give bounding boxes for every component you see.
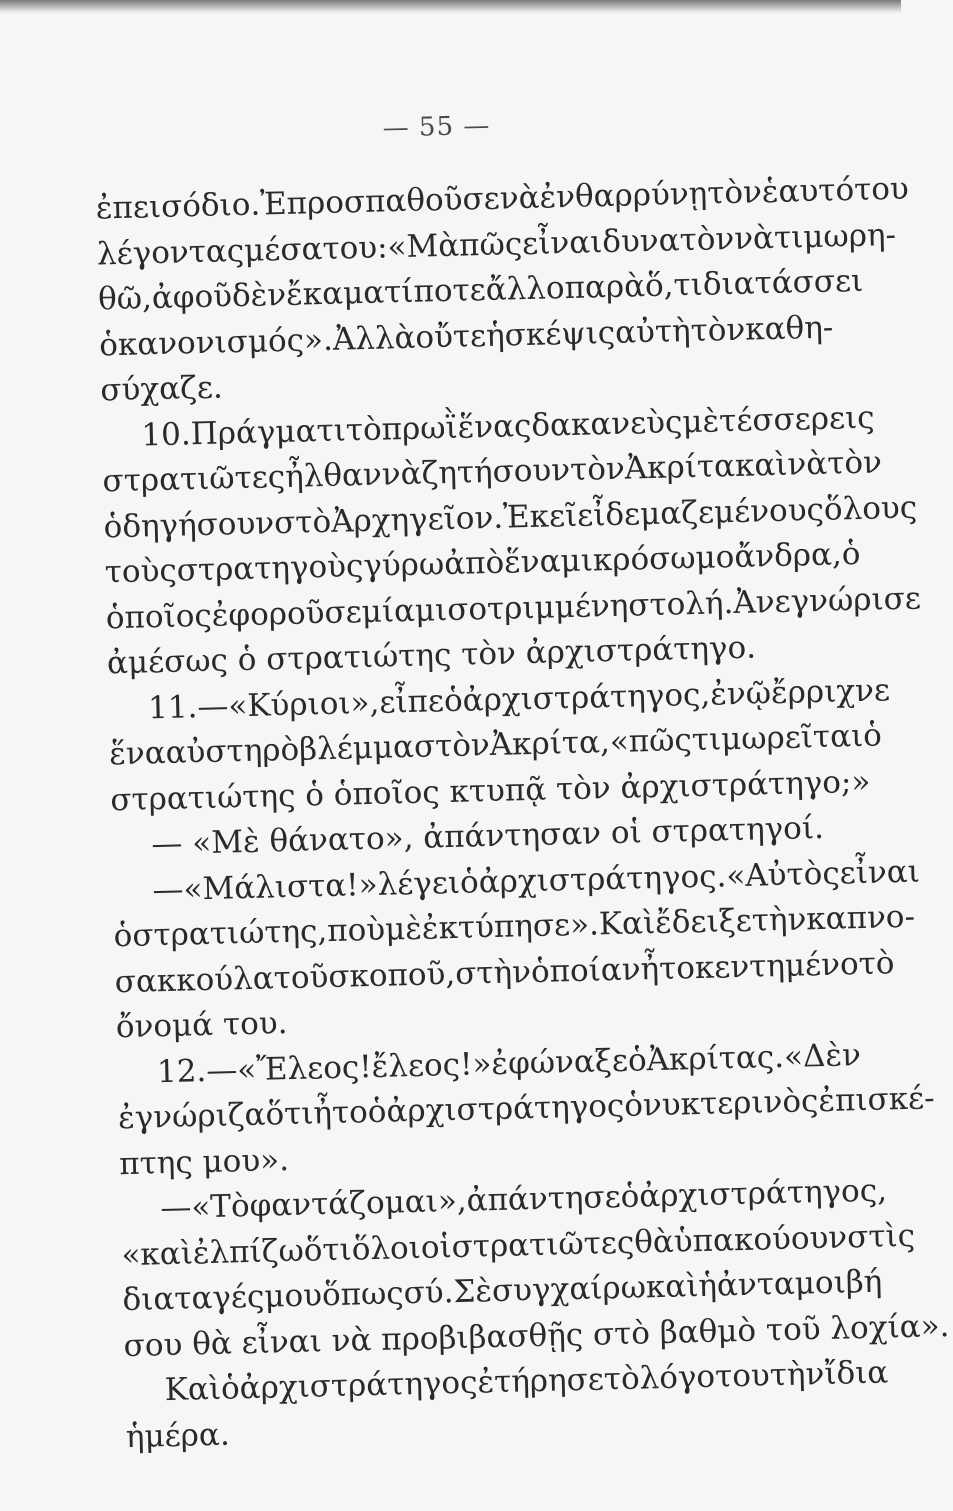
text-line: «καὶ ἐλπίζω ὅτι ὅλοι οἱ στρατιῶτες θὰ ὑπακούουν στὶς bbox=[121, 1217, 916, 1273]
text-line: τοὺς στρατηγοὺς γύρω ἀπὸ ἕνα μικρόσωμο ἄνδρα, ὁ bbox=[104, 535, 861, 591]
text-line: 12. —«Ἔλεος! ἔλεος!» ἐφώναξε ὁ Ἀκρίτας. «Δὲν bbox=[156, 1036, 862, 1090]
text-line: ἐπεισόδιο. Ἐπροσπαθοῦσε νὰ ἐνθαρρύνῃ τὸν ἑαυτό του bbox=[95, 170, 910, 227]
text-line: ἡμέρα. bbox=[125, 1416, 231, 1455]
text-line: ὁ στρατιώτης, ποὺ μὲ ἐκτύπησε». Καὶ ἔδειξε τὴν καπνο- bbox=[113, 898, 916, 955]
text-line: ὁ κανονισμός». Ἀλλὰ οὔτε ἡ σκέψις αὐτὴ τὸν καθη- bbox=[98, 309, 834, 363]
text-line: λέγοντας μέσα του: «Μὰ πῶς εἶναι δυνατὸν νὰ τιμωρη- bbox=[96, 216, 897, 272]
text-line: στρατιῶτες ἦλθαν νὰ ζητήσουν τὸν Ἀκρίτα καὶ νὰ τὸν bbox=[102, 444, 883, 500]
text-line: στρατιώτης ὁ ὁποῖος κτυπᾷ τὸν ἀρχιστράτηγο;» bbox=[109, 763, 871, 818]
text-line: — «Μάλιστα!» λέγει ὁ ἀρχιστράτηγος. «Αὐτὸς εἶναι bbox=[152, 853, 921, 908]
text-line: θῶ, ἀφοῦ δὲν ἔκαμα τίποτε ἄλλο παρὰ ὅ,τι διατάσσει bbox=[97, 262, 864, 318]
text-line: 10. Πράγματι τὸ πρωῒ ἕνας δακανεὺς μὲ τέσσερεις bbox=[140, 399, 875, 453]
text-line: Καὶ ὁ ἀρχιστράτηγος ἐτήρησε τὸ λόγο του τὴν ἴδια bbox=[164, 1354, 889, 1409]
text-line: — «Τὸ φαντάζομαι», ἀπάντησε ὁ ἀρχιστράτηγος, bbox=[159, 1172, 888, 1227]
text-line: ὄνομά του. bbox=[115, 1005, 288, 1046]
text-line: ὁδηγήσουν στὸ Ἀρχηγεῖον. Ἐκεῖ εἶδε μαζεμένους ὅλους bbox=[103, 489, 918, 545]
text-line: σύχαζε. bbox=[99, 369, 224, 409]
text-line: σακκούλα τοῦ σκοποῦ, στὴν ὁποίαν ἦτο κεντημένο τὸ bbox=[114, 944, 895, 1000]
text-line: ὁποῖος ἐφοροῦσε μία μισοτριμμένη στολή. Ἀνεγνώρισε bbox=[105, 579, 922, 636]
text-line: ἐγνώριζα ὅτι ἦτο ὁ ἀρχιστράτηγος ὁ νυκτερινὸς ἐπισκέ- bbox=[117, 1080, 936, 1137]
text-line: — «Μὲ θάνατο», ἀπάντησαν οἱ στρατηγοί. bbox=[150, 809, 825, 863]
page-number: — 55 — bbox=[382, 110, 491, 144]
text-line: 11.—«Κύριοι», εἶπε ὁ ἀρχιστράτηγος, ἐνῷ ἔρριχνε bbox=[147, 671, 891, 726]
body-text bbox=[95, 169, 950, 1460]
text-line: πτης μου». bbox=[118, 1141, 290, 1182]
text-line: διαταγές μου ὅπως σύ. Σὲ συγχαίρω καὶ ἡ ἀνταμοιβή bbox=[122, 1263, 883, 1319]
text-line: ἕνα αὐστηρὸ βλέμμα στὸν Ἀκρίτα, «πῶς τιμωρεῖται ὁ bbox=[108, 717, 883, 773]
text-line: ἀμέσως ὁ στρατιώτης τὸν ἀρχιστράτηγο. bbox=[106, 629, 757, 682]
text-line: σου θὰ εἶναι νὰ προβιβασθῇς στὸ βαθμὸ τοῦ λοχία». bbox=[123, 1307, 950, 1364]
